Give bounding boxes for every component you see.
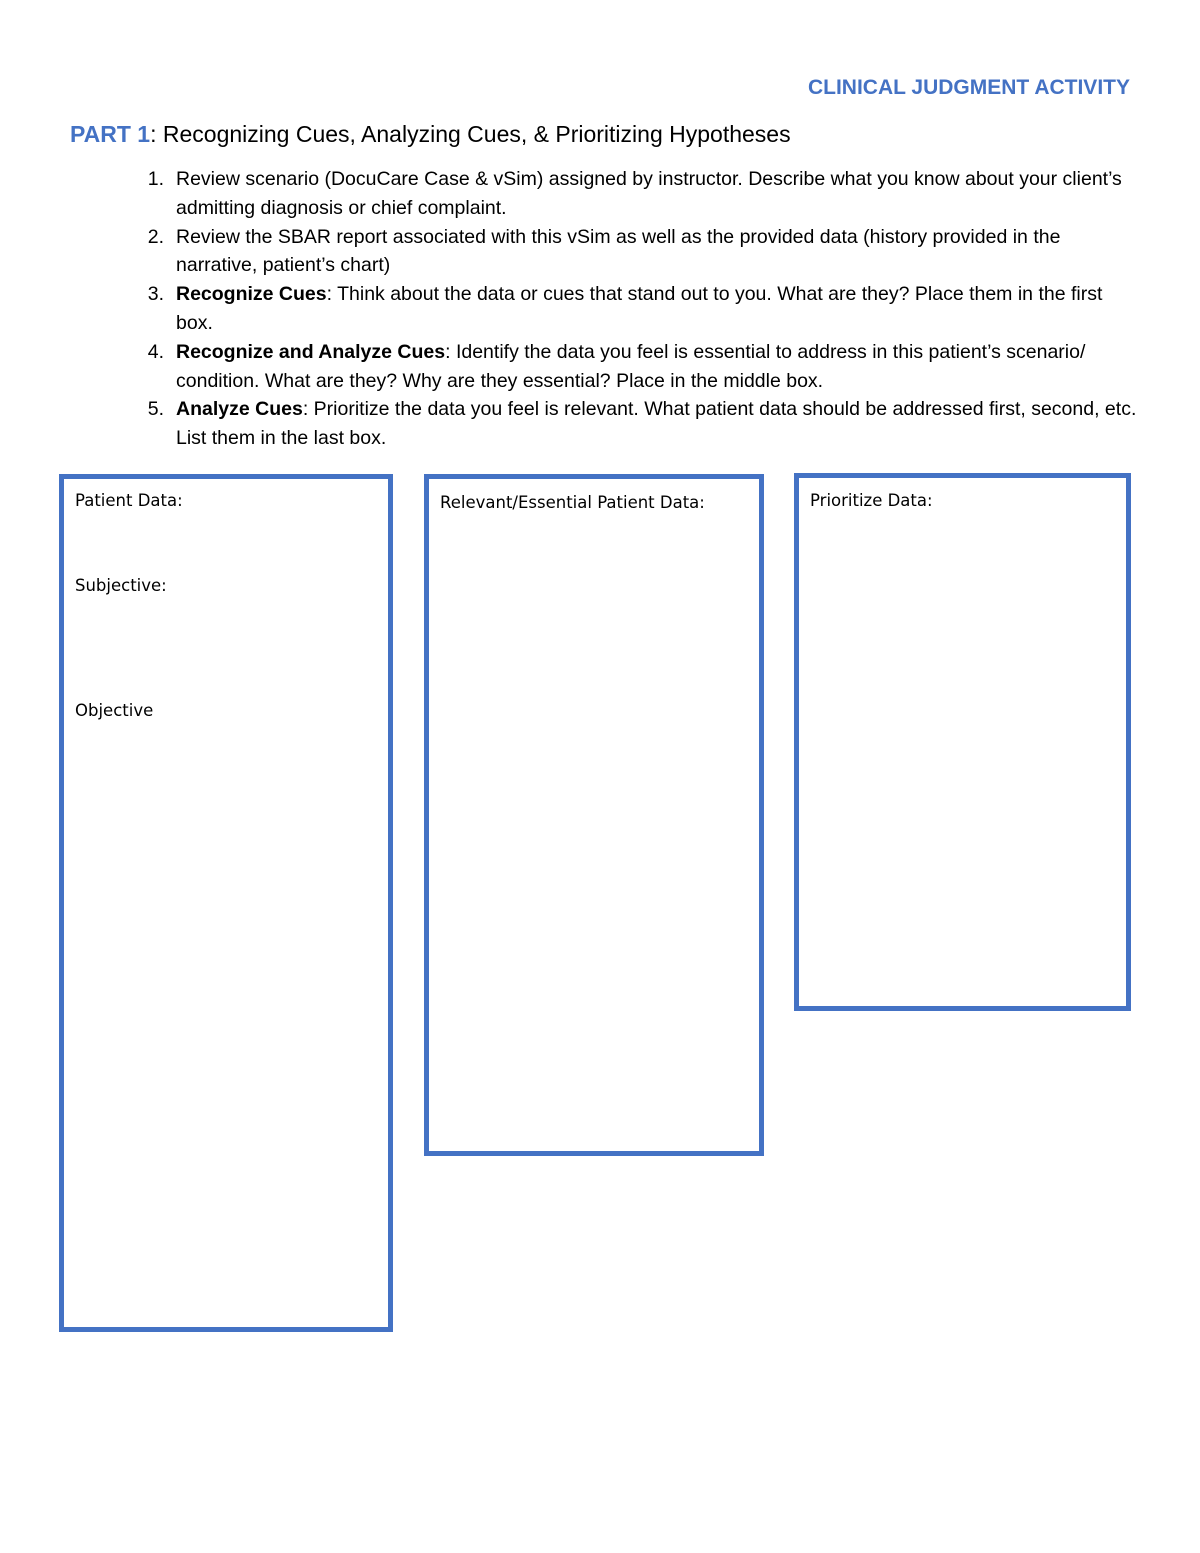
relevant-data-box[interactable] [424, 474, 764, 1156]
instructions-list [140, 165, 1140, 453]
relevant-data-label: Relevant/Essential Patient Data: [440, 493, 705, 512]
part-title: Recognizing Cues, Analyzing Cues, & Prioritizing Hypotheses [156, 121, 791, 147]
instruction-item [140, 280, 1140, 338]
prioritize-data-box[interactable] [794, 473, 1131, 1011]
instruction-item [140, 338, 1140, 396]
patient-data-label: Patient Data: [75, 491, 183, 510]
patient-data-box[interactable] [59, 474, 393, 1332]
instruction-text: Review the SBAR report associated with this vSim as well as the provided data (history provided in the narrative, patient’s chart) [176, 225, 1061, 277]
instruction-text: : Think about the data or cues that stand out to you. What are they? Place them in the first box. [176, 283, 1103, 334]
instruction-number: 4. [147, 340, 164, 363]
instruction-item [140, 395, 1140, 453]
instruction-number: 2. [147, 225, 164, 248]
objective-label: Objective [75, 701, 154, 720]
prioritize-data-label: Prioritize Data: [810, 491, 933, 510]
instruction-keyword: Analyze Cues [176, 398, 303, 421]
instruction-text: Review scenario (DocuCare Case & vSim) assigned by instructor. Describe what you know about your client’s admitting diagnosis or chief complaint. [176, 168, 1122, 219]
instruction-text: : Prioritize the data you feel is relevant. What patient data should be addressed first, second, etc. List them in the last box. [176, 398, 1137, 450]
document-header-title: CLINICAL JUDGMENT ACTIVITY [807, 76, 1130, 99]
instruction-number: 3. [147, 283, 164, 306]
instruction-number: 1. [147, 168, 164, 190]
part-heading [70, 121, 791, 148]
subjective-label: Subjective: [75, 576, 167, 595]
instruction-text: : Identify the data you feel is essential to address in this patient’s scenario/ condition. What are they? Why are they essential? Place in the middle box. [176, 340, 1086, 392]
part-colon: : [150, 121, 157, 147]
instruction-keyword: Recognize Cues [176, 283, 327, 306]
instruction-keyword: Recognize and Analyze Cues [176, 340, 446, 363]
instruction-number: 5. [147, 398, 164, 421]
part-label: PART 1 [70, 121, 151, 147]
instruction-item [140, 223, 1140, 281]
instruction-item [140, 165, 1140, 223]
